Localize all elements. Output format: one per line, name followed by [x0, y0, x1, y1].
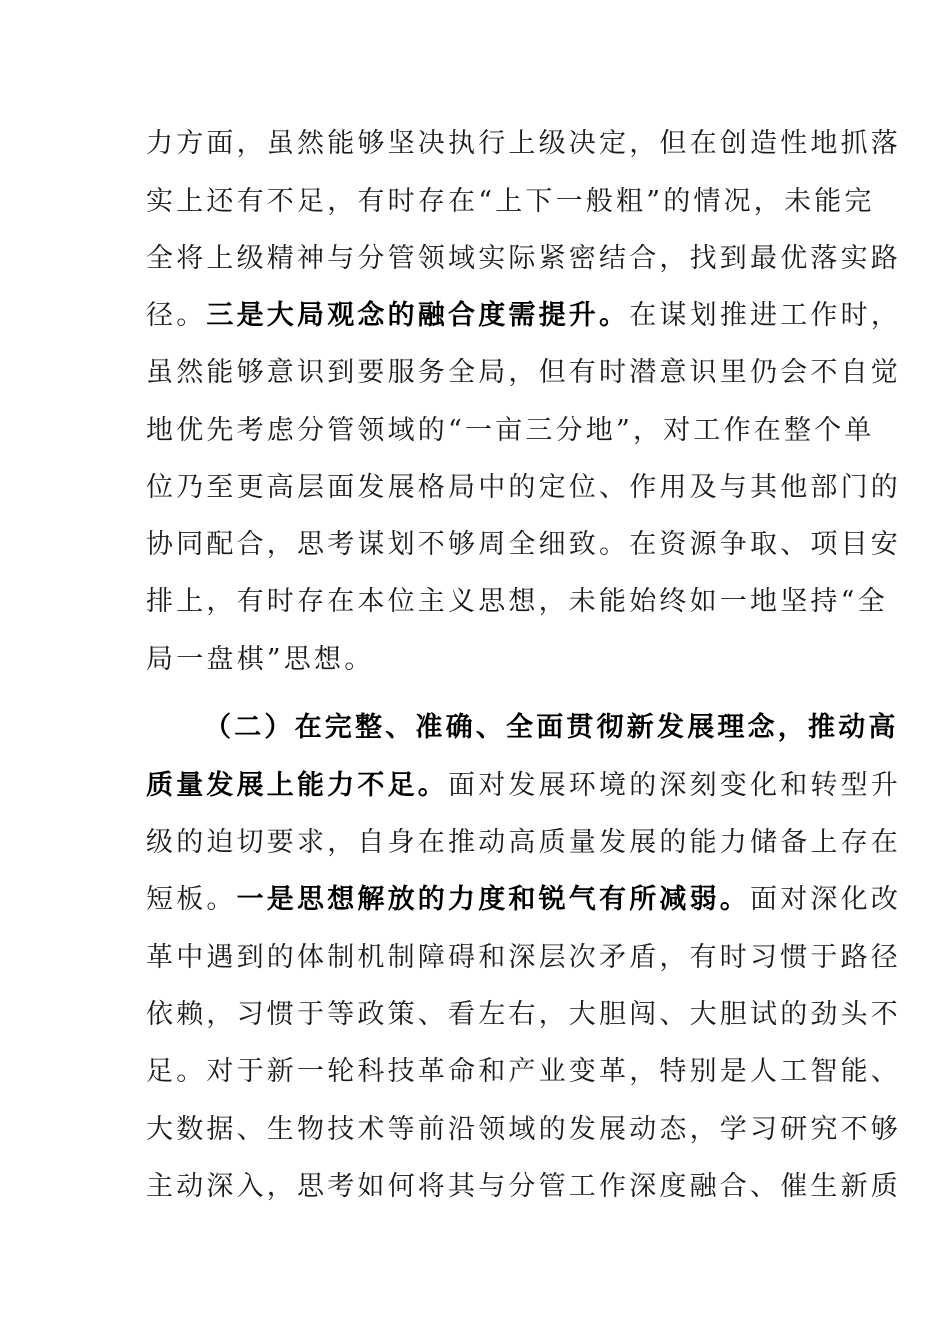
- text-segment: 级的迫切要求，自身在推动高质量发展的能力储备上存在: [146, 827, 901, 858]
- text-segment: 大数据、生物技术等前沿领域的发展动态，学习研究不够: [146, 1114, 901, 1145]
- paragraph-line: [146, 296, 902, 336]
- paragraph-line: [146, 640, 374, 680]
- text-segment: 短板。: [146, 884, 237, 915]
- text-segment: 依赖，习惯于等政策、看左右，大胆闯、大胆试的劲头不: [146, 999, 901, 1030]
- text-segment: 面对发展环境的深刻变化和转型升: [448, 770, 901, 801]
- bold-text-segment: 三是大局观念的融合度需提升。: [206, 300, 630, 331]
- paragraph-line: [146, 582, 888, 622]
- paragraph-line: [146, 411, 875, 451]
- text-segment: 地优先考虑分管领域的“一亩三分地”，对工作在整个单: [146, 415, 875, 446]
- text-segment: 实上还有不足，有时存在“上下一般粗”的情况，未能完: [146, 186, 875, 217]
- paragraph-line: [146, 938, 901, 978]
- text-segment: 全将上级精神与分管领域实际紧密结合，找到最优落实路: [146, 243, 901, 274]
- text-segment: 局一盘棋”思想。: [146, 644, 375, 675]
- text-segment: 位乃至更高层面发展格局中的定位、作用及与其他部门的: [146, 472, 901, 503]
- paragraph-line: [146, 823, 901, 863]
- paragraph-line: [146, 995, 901, 1035]
- paragraph-line: [146, 353, 901, 393]
- paragraph-line: [146, 708, 899, 748]
- text-segment: 主动深入，思考如何将其与分管工作深度融合、催生新质: [146, 1171, 901, 1202]
- text-segment: 革中遇到的体制机制障碍和深层次矛盾，有时习惯于路径: [146, 942, 901, 973]
- bold-text-segment: （二）在完整、准确、全面贯彻新发展理念，推动高: [204, 712, 899, 743]
- paragraph-line: [146, 880, 902, 920]
- text-segment: 力方面，虽然能够坚决执行上级决定，但在创造性地抓落: [146, 128, 901, 159]
- paragraph-line: [146, 1167, 901, 1207]
- paragraph-line: [146, 1110, 901, 1150]
- bold-text-segment: 质量发展上能力不足。: [146, 770, 448, 801]
- text-segment: 协同配合，思考谋划不够周全细致。在资源争取、项目安: [146, 529, 901, 560]
- text-segment: 径。: [146, 300, 207, 331]
- text-segment: 在谋划推进工作时，: [629, 300, 902, 331]
- text-segment: 虽然能够意识到要服务全局，但有时潜意识里仍会不自觉: [146, 357, 901, 388]
- paragraph-line: [146, 468, 901, 508]
- paragraph-line: [146, 766, 901, 806]
- paragraph-line: [146, 124, 901, 164]
- paragraph-line: [146, 182, 875, 222]
- text-segment: 面对深化改: [750, 884, 902, 915]
- text-segment: 排上，有时存在本位主义思想，未能始终如一地坚持“全: [146, 586, 888, 617]
- bold-text-segment: 一是思想解放的力度和锐气有所减弱。: [236, 884, 751, 915]
- paragraph-line: [146, 239, 901, 279]
- text-segment: 足。对于新一轮科技革命和产业变革，特别是人工智能、: [146, 1056, 901, 1087]
- paragraph-line: [146, 525, 901, 565]
- paragraph-line: [146, 1052, 901, 1092]
